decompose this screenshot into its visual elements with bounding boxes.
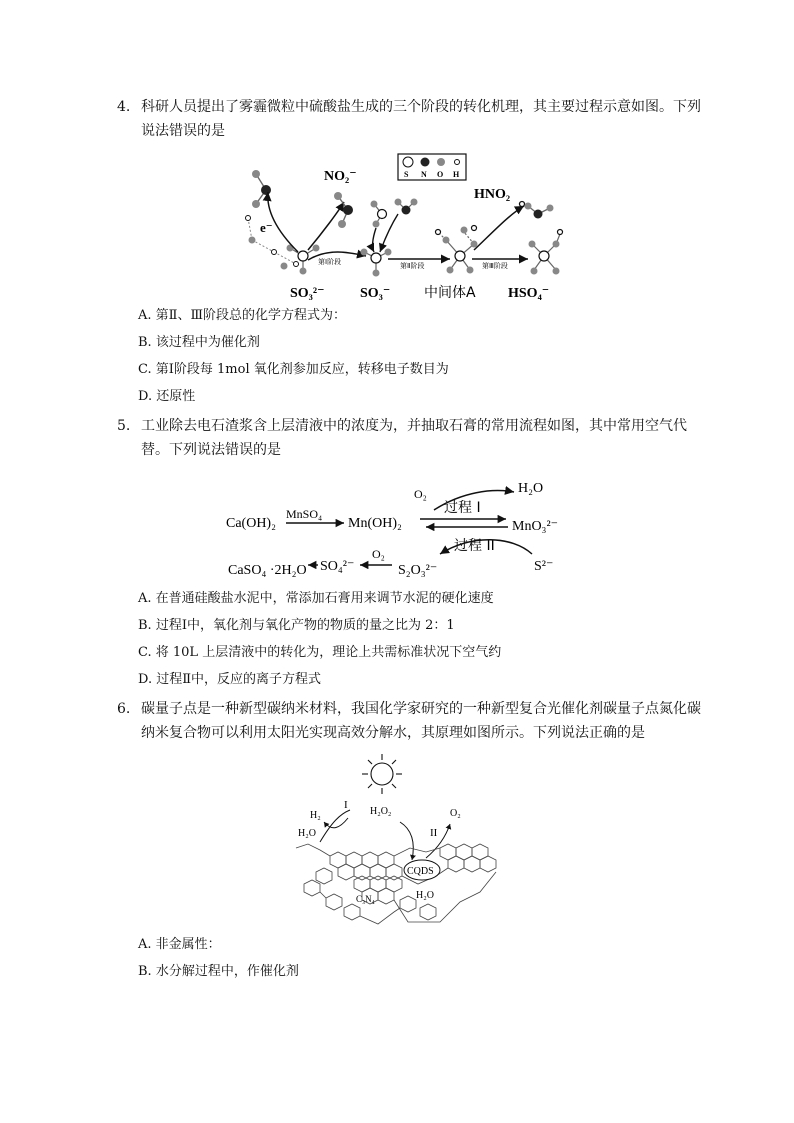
- legend-n: N: [421, 170, 427, 179]
- no2-label: NO₂⁻: [324, 169, 357, 184]
- photocatalyst-figure: [290, 752, 504, 932]
- hno2-molecule: [520, 202, 554, 219]
- cqds-dot: [404, 860, 440, 880]
- question-text: 工业除去电石渣浆含上层清液中的浓度为，并抽取石膏的常用流程如图，其中常用空气代替。下列说法错误的是: [141, 418, 687, 458]
- so3-label: SO₃⁻: [360, 286, 391, 301]
- so3-2-label: SO₃²⁻: [290, 286, 325, 301]
- process1-label: 过程 I: [444, 500, 481, 516]
- q5-option-a[interactable]: A. 在普通硅酸盐水泥中，常添加石膏用来调节水泥的硬化速度: [138, 591, 494, 606]
- intermediate-label: 中间体A: [424, 285, 476, 301]
- gypsum-process-flow-figure: [222, 474, 582, 584]
- process2-label: 过程 II: [454, 538, 495, 554]
- electron-label: e⁻: [260, 220, 273, 235]
- hso4-label: HSO₄⁻: [508, 286, 550, 301]
- stage3-label: 第Ⅲ阶段: [482, 262, 508, 270]
- question-number: 5.: [117, 418, 131, 434]
- cqds-label: CQDS: [407, 866, 434, 877]
- mnoh2-label: Mn(OH)₂: [348, 516, 402, 531]
- process2-arrow: [400, 822, 413, 860]
- o2-label-process2: O₂: [372, 547, 385, 561]
- intermediate-a-molecule: [436, 226, 478, 274]
- s2o3-label: S₂O₃²⁻: [398, 563, 438, 578]
- hso4-molecule: [529, 230, 563, 275]
- s2-label: S²⁻: [534, 559, 554, 574]
- q5-option-d[interactable]: D. 过程Ⅱ中，反应的离子方程式: [138, 672, 322, 687]
- no2-molecule: [334, 192, 353, 228]
- h2o2-label: H₂O₂: [370, 806, 392, 817]
- process1-arrow: [320, 810, 350, 842]
- legend-o: O: [437, 170, 444, 179]
- arrow-to-hno2: [474, 206, 524, 250]
- question-text: 碳量子点是一种新型碳纳米材料，我国化学家研究的一种新型复合光催化剂碳量子点氮化碳纳米复合物可以利用太阳光实现高效分解水，其原理如图所示。下列说法正确的是: [141, 701, 701, 741]
- question-number: 6.: [117, 701, 131, 717]
- stage2-label: 第Ⅱ阶段: [400, 262, 425, 270]
- legend-h: H: [453, 170, 460, 179]
- legend-s: S: [404, 170, 409, 179]
- so3-radical-molecule: [361, 249, 392, 277]
- roman-two-label: II: [430, 827, 438, 839]
- c3n4-lattice: [296, 844, 496, 924]
- q4-option-c[interactable]: C. 第Ⅰ阶段每 1mol 氧化剂参加反应，转移电子数目为: [138, 362, 449, 377]
- arrow-no2b-to-so3: [380, 214, 398, 252]
- arrow-no2-to-so3: [373, 228, 376, 252]
- q6-option-a[interactable]: A. 非金属性：: [138, 937, 221, 952]
- h2-label: H₂: [310, 810, 321, 821]
- hno2-label: HNO₂: [474, 187, 511, 202]
- caso4-label: CaSO₄ ·2H₂O: [228, 563, 307, 578]
- q4-option-a[interactable]: A. 第Ⅱ、Ⅲ阶段总的化学方程式为：: [138, 308, 347, 323]
- q5-option-c[interactable]: C. 将 10L 上层清液中的转化为，理论上共需标准状况下空气约: [138, 645, 502, 660]
- o2-label: O₂: [450, 808, 461, 819]
- sulfate-mechanism-figure: [238, 152, 568, 304]
- q4-option-d[interactable]: D. 还原性: [138, 389, 196, 404]
- h2o-left-label: H₂O: [298, 828, 316, 839]
- so4-label: SO₄²⁻: [320, 559, 355, 574]
- stage1-label: 第Ⅰ阶段: [318, 258, 342, 266]
- so3-2-molecule: [287, 245, 320, 275]
- q4-option-b[interactable]: B. 该过程中为催化剂: [138, 335, 260, 350]
- sun-icon: [362, 754, 402, 794]
- c3n4-label: C₃N₄: [356, 894, 375, 904]
- roman-one-label: I: [344, 799, 348, 811]
- q6-option-b[interactable]: B. 水分解过程中，作催化剂: [138, 964, 299, 979]
- h2o-right-label: H₂O: [416, 890, 434, 901]
- atom-legend: [398, 154, 466, 180]
- q5-option-b[interactable]: B. 过程Ⅰ中，氧化剂与氧化产物的物质的量之比为 2：1: [138, 618, 455, 633]
- caoh2-label: Ca(OH)₂: [226, 516, 276, 531]
- o2-label-process1: O₂: [414, 487, 427, 501]
- no2-molecule-middle: [371, 199, 418, 228]
- mno3-label: MnO₃²⁻: [512, 519, 559, 534]
- mnso4-label: MnSO₄: [286, 507, 323, 521]
- question-text: 科研人员提出了雾霾微粒中硫酸盐生成的三个阶段的转化机理，其主要过程示意如图。下列说法错误的是: [141, 99, 701, 139]
- h2o-label: H₂O: [518, 481, 544, 496]
- question-number: 4.: [117, 99, 131, 115]
